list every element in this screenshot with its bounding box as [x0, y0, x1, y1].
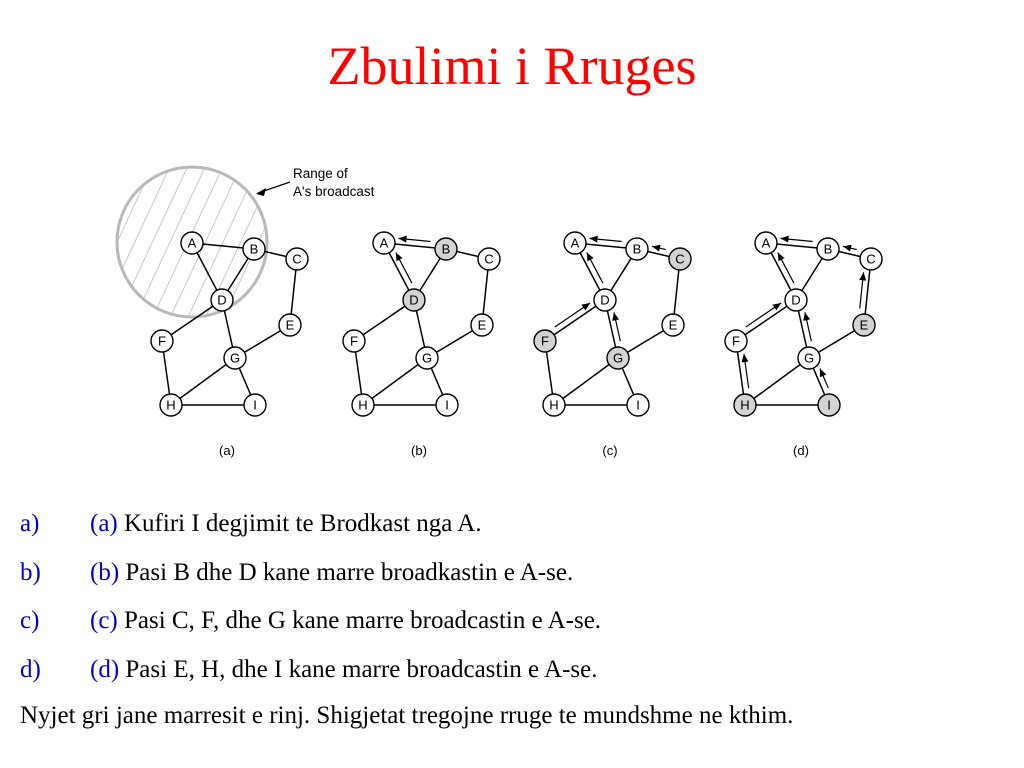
bullet-text: Kufiri I degjimit te Brodkast nga A.	[117, 510, 482, 537]
edge-g-h	[554, 358, 618, 405]
page-title: Zbulimi i Rruges	[327, 36, 697, 96]
node-label: B	[249, 241, 259, 257]
node-label: E	[859, 317, 869, 333]
node-label: H	[740, 397, 750, 413]
node-f	[725, 330, 747, 352]
node-e	[853, 314, 875, 336]
route-arrowhead	[742, 354, 749, 362]
edge-g-h	[745, 358, 809, 405]
node-d	[785, 289, 807, 311]
node-c	[669, 248, 691, 270]
node-c	[478, 248, 500, 270]
node-i	[627, 394, 649, 416]
node-label: H	[358, 397, 368, 413]
node-label: A	[570, 235, 580, 251]
node-label: E	[668, 317, 678, 333]
bullet-text: Pasi B dhe D kane marre broadkastin e A-se.	[119, 558, 574, 586]
node-g	[607, 347, 629, 369]
node-label: I	[636, 397, 640, 413]
node-g	[798, 347, 820, 369]
node-label: H	[166, 397, 176, 413]
callout-line-1: Range of	[293, 166, 348, 181]
node-label: A	[761, 235, 771, 251]
bullet-marker: d)	[20, 655, 41, 683]
route-arrowhead	[652, 245, 661, 252]
route-arrowhead	[612, 312, 619, 321]
node-e	[471, 314, 493, 336]
node-i	[436, 394, 458, 416]
node-a	[373, 232, 395, 254]
bullet-b	[20, 549, 1010, 598]
bullet-tag: (b)	[90, 558, 120, 586]
node-b	[817, 238, 839, 260]
node-label: F	[158, 333, 166, 349]
node-h	[160, 394, 182, 416]
node-f	[343, 330, 365, 352]
node-label: I	[253, 397, 257, 413]
node-d	[594, 289, 616, 311]
bullet-d	[20, 646, 1010, 695]
panel-caption: (a)	[219, 443, 235, 458]
bullet-tag: (c)	[90, 607, 118, 634]
node-c	[860, 248, 882, 270]
bullet-marker: c)	[20, 607, 40, 634]
panel-caption: (c)	[602, 443, 618, 458]
route-arrowhead	[772, 303, 781, 310]
node-label: A	[187, 235, 197, 251]
node-d	[403, 289, 425, 311]
callout-arrowhead	[256, 188, 266, 196]
bullet-marker: b)	[20, 558, 41, 586]
bullet-a	[20, 500, 1010, 549]
route-arrowhead	[781, 236, 789, 243]
node-label: D	[791, 292, 801, 308]
node-label: F	[541, 333, 549, 349]
bullet-tag: (d)	[90, 655, 120, 683]
graph-panel	[343, 232, 500, 458]
node-b	[626, 238, 648, 260]
callout-line-2: A's broadcast	[293, 184, 375, 199]
node-a	[755, 232, 777, 254]
node-h	[543, 394, 565, 416]
panel-caption: (d)	[793, 443, 809, 458]
node-label: B	[632, 241, 642, 257]
bullet-text: Pasi E, H, dhe I kane marre broadcastin e A-se.	[119, 655, 598, 683]
node-e	[662, 314, 684, 336]
range-callout	[256, 166, 375, 199]
node-a	[181, 232, 203, 254]
route-arrowhead	[590, 236, 598, 243]
node-label: D	[217, 292, 227, 308]
node-label: C	[292, 251, 302, 267]
node-label: D	[600, 292, 610, 308]
node-label: B	[823, 241, 833, 257]
node-h	[352, 394, 374, 416]
node-f	[534, 330, 556, 352]
graph-panel	[725, 232, 882, 458]
node-e	[279, 314, 301, 336]
route-arrowhead	[859, 272, 866, 280]
node-label: G	[612, 350, 624, 366]
node-label: C	[866, 251, 876, 267]
node-label: G	[803, 350, 815, 366]
bullet-c	[20, 597, 1010, 646]
node-a	[564, 232, 586, 254]
node-i	[818, 394, 840, 416]
node-label: C	[675, 251, 685, 267]
node-label: I	[445, 397, 449, 413]
node-d	[211, 289, 233, 311]
edge-g-h	[363, 358, 427, 405]
route-discovery-diagram	[0, 150, 1024, 470]
node-g	[416, 347, 438, 369]
graph-panel	[534, 232, 691, 458]
node-label: G	[229, 350, 241, 366]
node-g	[224, 347, 246, 369]
node-label: A	[379, 235, 389, 251]
node-label: I	[827, 397, 831, 413]
node-label: C	[484, 251, 494, 267]
edge-g-h	[171, 358, 235, 405]
node-label: E	[477, 317, 487, 333]
route-arrowhead	[843, 245, 852, 252]
node-c	[286, 248, 308, 270]
node-label: D	[409, 292, 419, 308]
summary-note: Nyjet gri jane marresit e rinj. Shigjetat tregojne rruge te mundshme ne kthim.	[20, 702, 794, 729]
route-arrowhead	[803, 312, 810, 321]
bullet-tag: (a)	[90, 510, 118, 537]
node-label: F	[732, 333, 740, 349]
node-b	[435, 238, 457, 260]
node-label: G	[421, 350, 433, 366]
node-label: B	[441, 241, 451, 257]
node-label: E	[285, 317, 295, 333]
node-b	[243, 238, 265, 260]
bullet-list	[20, 500, 1010, 734]
node-f	[151, 330, 173, 352]
node-i	[244, 394, 266, 416]
route-arrowhead	[399, 236, 407, 243]
node-label: H	[549, 397, 559, 413]
bullet-text: Pasi C, F, dhe G kane marre broadcastin e A-se.	[117, 607, 602, 634]
panel-caption: (b)	[411, 443, 427, 458]
bullet-marker: a)	[20, 510, 40, 537]
node-label: F	[350, 333, 358, 349]
node-h	[734, 394, 756, 416]
route-arrowhead	[581, 303, 590, 310]
